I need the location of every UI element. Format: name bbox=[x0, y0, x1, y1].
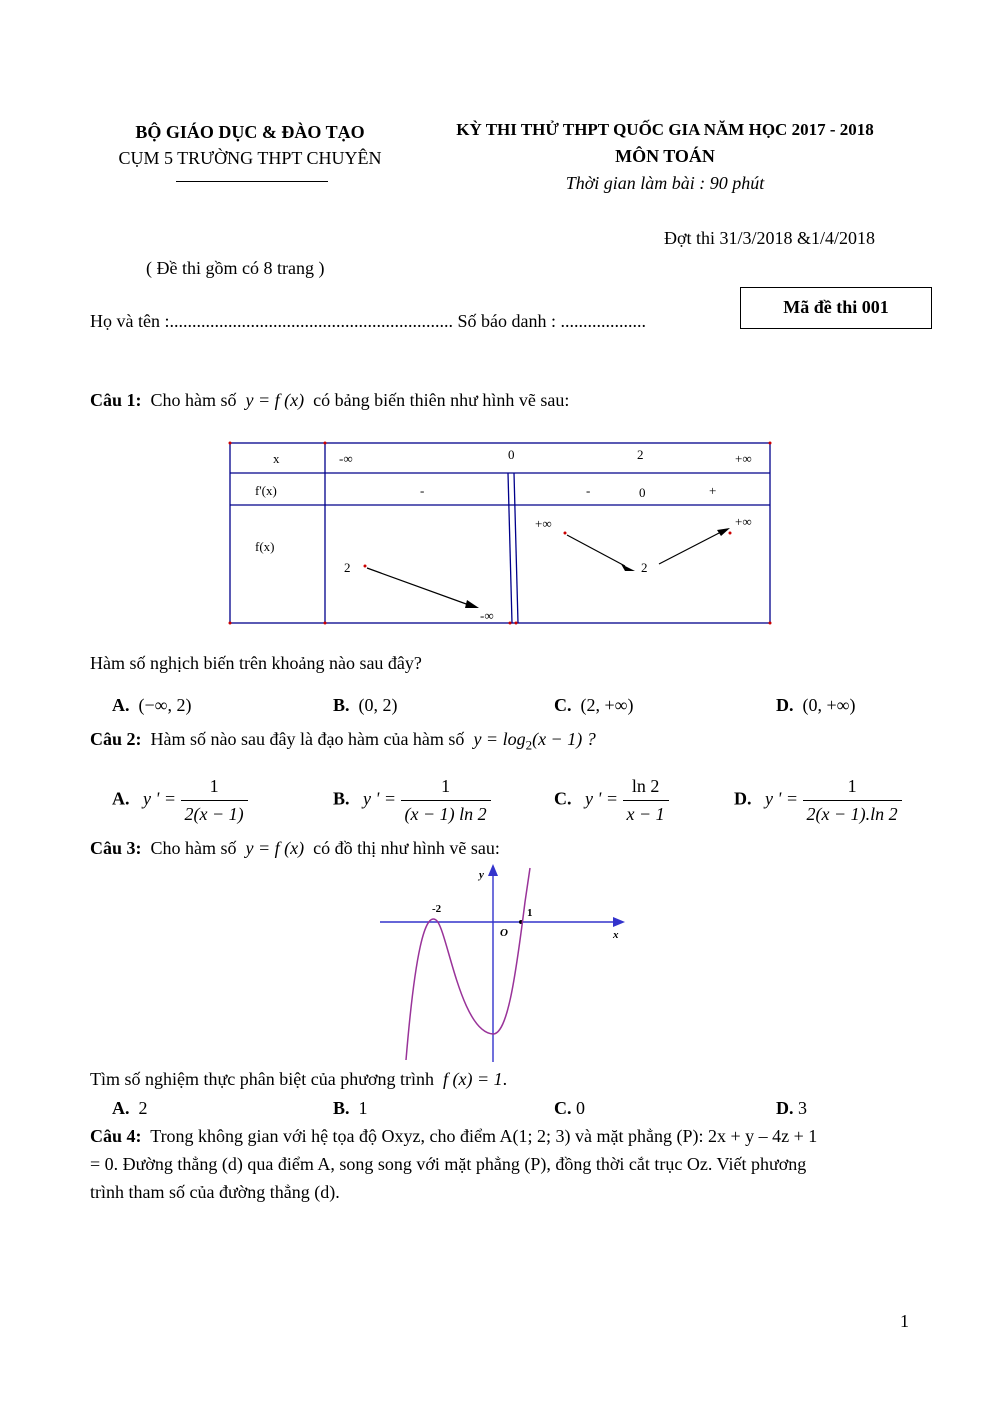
table-row-label-f: f(x) bbox=[255, 539, 275, 554]
option-letter: A. bbox=[112, 788, 130, 809]
question-3-prompt bbox=[90, 1065, 507, 1093]
question-1 bbox=[90, 386, 569, 414]
x-value: +∞ bbox=[735, 451, 752, 466]
option-a[interactable] bbox=[112, 1098, 148, 1119]
function-value: -∞ bbox=[480, 608, 494, 623]
function-value: +∞ bbox=[735, 514, 752, 529]
question-text: Trong không gian với hệ tọa độ Oxyz, cho điểm A(1; 2; 3) và mặt phẳng (P): 2x + y – 4z + 1 bbox=[150, 1126, 818, 1146]
function-curve bbox=[406, 868, 530, 1060]
exam-dates: Đợt thi 31/3/2018 &1/4/2018 bbox=[664, 228, 876, 248]
option-a[interactable] bbox=[112, 695, 191, 716]
function-value: 2 bbox=[344, 560, 351, 575]
derivative-sign: 0 bbox=[639, 485, 646, 500]
header-divider bbox=[176, 181, 328, 182]
decreasing-arrow bbox=[367, 568, 469, 605]
question-text: Hàm số nào sau đây là đạo hàm của hàm số bbox=[150, 729, 465, 749]
fraction bbox=[623, 776, 669, 825]
cluster-title: CỤM 5 TRƯỜNG THPT CHUYÊN bbox=[118, 148, 382, 168]
option-d[interactable] bbox=[776, 695, 855, 716]
math-lhs: y ' = bbox=[765, 788, 798, 809]
pages-note: ( Đề thi gồm có 8 trang ) bbox=[146, 258, 325, 278]
fraction bbox=[181, 776, 248, 825]
question-label: Câu 1: bbox=[90, 390, 142, 410]
option-letter: D. bbox=[776, 695, 794, 715]
question-text: Cho hàm số bbox=[150, 390, 237, 410]
denominator: 2(x − 1).ln 2 bbox=[806, 804, 898, 824]
math-expression: f (x) = 1 bbox=[442, 1069, 503, 1089]
option-letter: A. bbox=[112, 1098, 130, 1118]
option-d[interactable] bbox=[734, 776, 902, 825]
origin-label: O bbox=[500, 927, 508, 939]
option-letter: B. bbox=[333, 1098, 350, 1118]
ministry-title: BỘ GIÁO DỤC & ĐÀO TẠO bbox=[135, 122, 365, 142]
question-text: có bảng biến thiên như hình vẽ sau: bbox=[313, 390, 570, 410]
function-value: 2 bbox=[641, 560, 648, 575]
question-text: Tìm số nghiệm thực phân biệt của phương trình bbox=[90, 1069, 434, 1089]
derivative-sign: - bbox=[586, 483, 591, 498]
option-text: (0, 2) bbox=[358, 695, 398, 715]
question-1-prompt: Hàm số nghịch biến trên khoảng nào sau đây? bbox=[90, 653, 422, 673]
option-c[interactable] bbox=[554, 776, 669, 825]
question-label: Câu 4: bbox=[90, 1126, 142, 1146]
increasing-arrow bbox=[659, 532, 721, 564]
option-letter: D. bbox=[776, 1098, 794, 1118]
denominator: x − 1 bbox=[626, 804, 665, 824]
option-b[interactable] bbox=[333, 776, 491, 825]
question-4 bbox=[90, 1122, 817, 1150]
function-graph bbox=[375, 862, 635, 1067]
math-lhs: y ' = bbox=[585, 788, 618, 809]
option-letter: C. bbox=[554, 788, 572, 809]
option-c[interactable] bbox=[554, 695, 633, 716]
derivative-sign: + bbox=[709, 483, 717, 498]
option-c[interactable] bbox=[554, 1098, 585, 1119]
subject-title: MÔN TOÁN bbox=[615, 146, 715, 166]
question-3 bbox=[90, 834, 500, 862]
option-letter: B. bbox=[333, 788, 350, 809]
option-text: 3 bbox=[798, 1098, 807, 1118]
option-text: (2, +∞) bbox=[580, 695, 634, 715]
fraction bbox=[803, 776, 902, 825]
numerator: 1 bbox=[803, 776, 902, 801]
option-b[interactable] bbox=[333, 695, 398, 716]
option-letter: C. bbox=[554, 695, 572, 715]
page-number: 1 bbox=[900, 1311, 909, 1331]
denominator: (x − 1) ln 2 bbox=[404, 804, 487, 824]
numerator: 1 bbox=[181, 776, 248, 801]
y-axis-label: y bbox=[479, 869, 484, 881]
numerator: ln 2 bbox=[623, 776, 669, 801]
option-b[interactable] bbox=[333, 1098, 368, 1119]
exam-duration: Thời gian làm bài : 90 phút bbox=[565, 173, 765, 193]
option-d[interactable] bbox=[776, 1098, 807, 1119]
option-letter: A. bbox=[112, 695, 130, 715]
table-row-label-x: x bbox=[273, 451, 280, 466]
derivative-sign: - bbox=[420, 483, 425, 498]
exam-code-box bbox=[740, 287, 932, 329]
math-expression: y = log bbox=[473, 729, 526, 749]
denominator: 2(x − 1) bbox=[184, 804, 244, 824]
math-expression: y = f (x) bbox=[245, 838, 305, 858]
function-value: +∞ bbox=[535, 516, 552, 531]
decreasing-arrow bbox=[567, 535, 625, 566]
exam-title: KỲ THI THỬ THPT QUỐC GIA NĂM HỌC 2017 - 2018 bbox=[456, 120, 874, 139]
x-value: -∞ bbox=[339, 451, 353, 466]
question-2 bbox=[90, 725, 596, 760]
math-expression: (x − 1) ? bbox=[532, 729, 596, 749]
math-expression: y = f (x) bbox=[245, 390, 305, 410]
question-label: Câu 3: bbox=[90, 838, 142, 858]
math-lhs: y ' = bbox=[143, 788, 176, 809]
math-lhs: y ' = bbox=[363, 788, 397, 809]
x-value: 2 bbox=[637, 447, 644, 462]
question-text: có đồ thị như hình vẽ sau: bbox=[313, 838, 500, 858]
option-text: 1 bbox=[358, 1098, 368, 1118]
x-value: 0 bbox=[508, 447, 515, 462]
option-a[interactable] bbox=[112, 776, 248, 825]
question-label: Câu 2: bbox=[90, 729, 142, 749]
table-row-label-fprime: f'(x) bbox=[255, 483, 277, 498]
option-text: (0, +∞) bbox=[802, 695, 856, 715]
question-text: Cho hàm số bbox=[150, 838, 237, 858]
exam-code: Mã đề thi 001 bbox=[783, 297, 889, 317]
log-base: 2 bbox=[525, 737, 533, 753]
option-text: 0 bbox=[576, 1098, 585, 1118]
question-4-line-3: trình tham số của đường thẳng (d). bbox=[90, 1182, 340, 1202]
variation-table bbox=[225, 440, 777, 626]
name-line: Họ và tên :............................................................... Số báo danh : ................... bbox=[90, 311, 646, 331]
question-text: . bbox=[502, 1069, 508, 1089]
option-letter: B. bbox=[333, 695, 350, 715]
option-letter: C. bbox=[554, 1098, 572, 1118]
tick-label: -2 bbox=[432, 903, 442, 915]
x-axis-label: x bbox=[613, 929, 619, 941]
option-text: (−∞, 2) bbox=[138, 695, 192, 715]
question-4-line-2: = 0. Đường thẳng (d) qua điểm A, song song với mặt phẳng (P), đồng thời cắt trục Oz. Viết phương bbox=[90, 1154, 807, 1174]
numerator: 1 bbox=[401, 776, 491, 801]
fraction bbox=[401, 776, 491, 825]
tick-label: 1 bbox=[527, 907, 533, 919]
option-letter: D. bbox=[734, 788, 752, 809]
option-text: 2 bbox=[138, 1098, 148, 1118]
